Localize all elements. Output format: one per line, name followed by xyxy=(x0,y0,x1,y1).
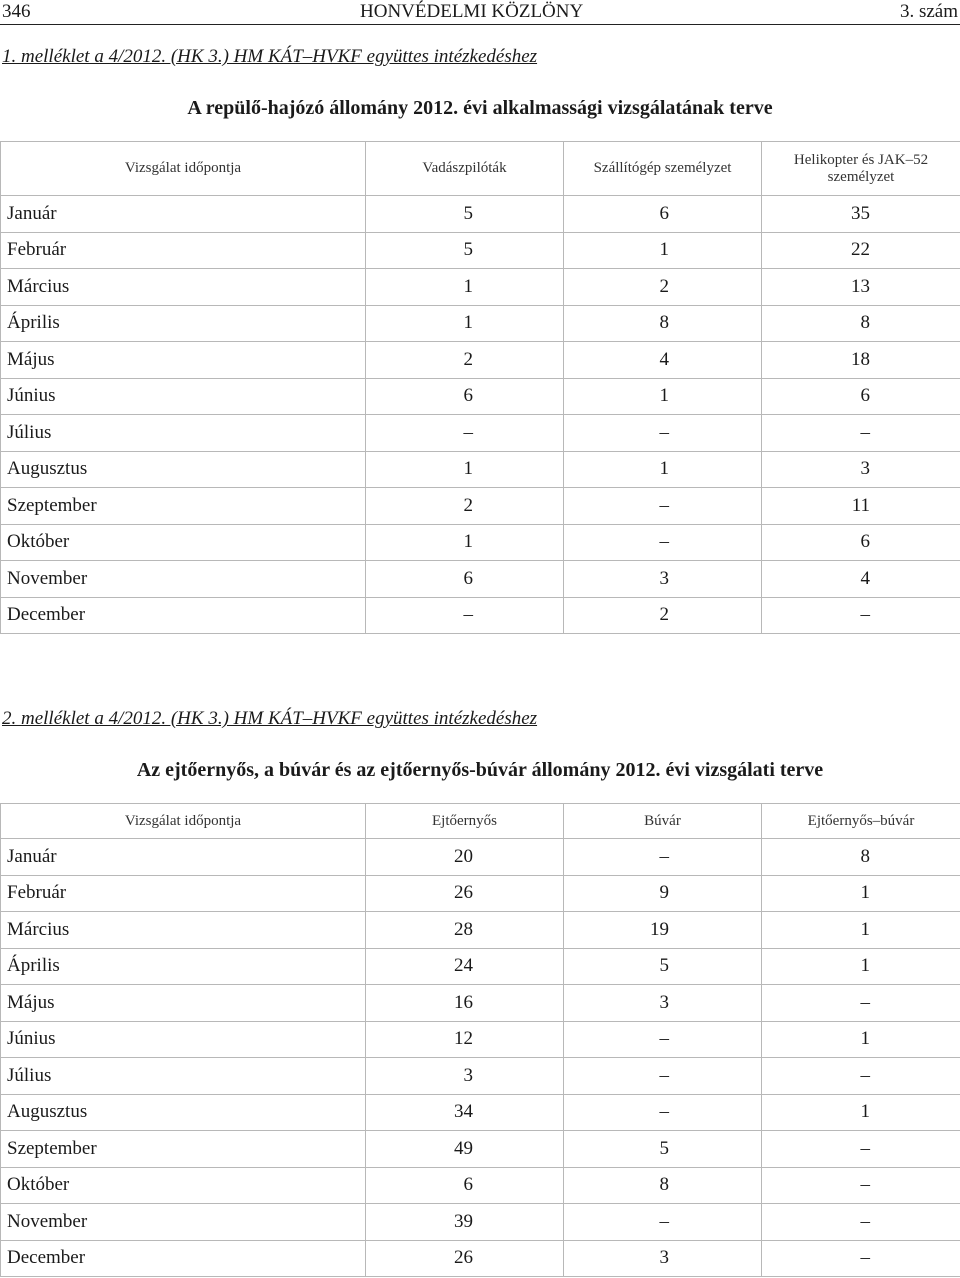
issue-number: 3. szám xyxy=(899,1,958,22)
month-cell: Április xyxy=(1,305,366,342)
table-row xyxy=(1,1167,960,1204)
month-cell: Május xyxy=(1,342,366,379)
value-cell: 6 xyxy=(366,378,564,415)
table-row xyxy=(1,378,960,415)
value-cell: 28 xyxy=(366,912,564,949)
publication-title: HONVÉDELMI KÖZLÖNY xyxy=(360,1,584,22)
value-cell: 22 xyxy=(762,232,960,269)
month-cell: Szeptember xyxy=(1,488,366,525)
value-cell: 1 xyxy=(366,305,564,342)
value-cell: 24 xyxy=(366,948,564,985)
column-header: Vizsgálat időpontja xyxy=(1,804,366,839)
annex1-table-body xyxy=(1,196,960,634)
table-row xyxy=(1,1204,960,1241)
month-cell: Február xyxy=(1,232,366,269)
value-cell: 1 xyxy=(366,524,564,561)
table-row xyxy=(1,597,960,634)
table-row xyxy=(1,196,960,233)
value-cell: 1 xyxy=(564,232,762,269)
value-cell: – xyxy=(564,1021,762,1058)
column-header: Búvár xyxy=(564,804,762,839)
value-cell: 8 xyxy=(564,1167,762,1204)
value-cell: 1 xyxy=(366,269,564,306)
value-cell: 6 xyxy=(366,1167,564,1204)
value-cell: 5 xyxy=(564,1131,762,1168)
value-cell: 8 xyxy=(762,305,960,342)
month-cell: Augusztus xyxy=(1,1094,366,1131)
month-cell: December xyxy=(1,597,366,634)
value-cell: 1 xyxy=(762,912,960,949)
annex1-table xyxy=(0,141,960,634)
column-header: Ejtőernyős xyxy=(366,804,564,839)
month-cell: Május xyxy=(1,985,366,1022)
value-cell: 11 xyxy=(762,488,960,525)
value-cell: – xyxy=(366,415,564,452)
value-cell: 8 xyxy=(762,839,960,876)
value-cell: 20 xyxy=(366,839,564,876)
value-cell: – xyxy=(564,1058,762,1095)
table-row xyxy=(1,1058,960,1095)
value-cell: 8 xyxy=(564,305,762,342)
month-cell: Március xyxy=(1,269,366,306)
value-cell: – xyxy=(762,985,960,1022)
value-cell: 4 xyxy=(762,561,960,598)
value-cell: 16 xyxy=(366,985,564,1022)
value-cell: – xyxy=(762,1204,960,1241)
value-cell: – xyxy=(762,1058,960,1095)
value-cell: – xyxy=(564,1204,762,1241)
column-header: Vadászpilóták xyxy=(366,142,564,196)
value-cell: 2 xyxy=(366,488,564,525)
value-cell: – xyxy=(564,415,762,452)
table-row xyxy=(1,912,960,949)
table-row xyxy=(1,488,960,525)
month-cell: Június xyxy=(1,1021,366,1058)
value-cell: 1 xyxy=(762,875,960,912)
column-header: Ejtőernyős–búvár xyxy=(762,804,960,839)
table-row xyxy=(1,305,960,342)
value-cell: 12 xyxy=(366,1021,564,1058)
column-header: Vizsgálat időpontja xyxy=(1,142,366,196)
value-cell: 2 xyxy=(564,269,762,306)
value-cell: 1 xyxy=(366,451,564,488)
value-cell: – xyxy=(762,597,960,634)
month-cell: Október xyxy=(1,1167,366,1204)
value-cell: 26 xyxy=(366,875,564,912)
annex2-table-body xyxy=(1,839,960,1277)
value-cell: 2 xyxy=(564,597,762,634)
value-cell: 3 xyxy=(564,985,762,1022)
annex2-heading: 2. melléklet a 4/2012. (HK 3.) HM KÁT–HVKF együttes intézkedéshez xyxy=(2,708,538,729)
value-cell: 6 xyxy=(762,524,960,561)
value-cell: 6 xyxy=(366,561,564,598)
annex1-title: A repülő-hajózó állomány 2012. évi alkalmassági vizsgálatának terve xyxy=(187,97,773,119)
month-cell: November xyxy=(1,1204,366,1241)
value-cell: 26 xyxy=(366,1240,564,1277)
value-cell: 18 xyxy=(762,342,960,379)
table-row xyxy=(1,232,960,269)
value-cell: 5 xyxy=(366,196,564,233)
value-cell: 1 xyxy=(762,1021,960,1058)
month-cell: November xyxy=(1,561,366,598)
value-cell: 4 xyxy=(564,342,762,379)
table-row xyxy=(1,985,960,1022)
value-cell: 1 xyxy=(762,1094,960,1131)
value-cell: 1 xyxy=(762,948,960,985)
annex2-title: Az ejtőernyős, a búvár és az ejtőernyős-búvár állomány 2012. évi vizsgálati terve xyxy=(136,759,824,781)
table-header-row xyxy=(1,142,960,196)
value-cell: 5 xyxy=(564,948,762,985)
value-cell: – xyxy=(762,1131,960,1168)
annex2-table xyxy=(0,803,960,1277)
value-cell: 2 xyxy=(366,342,564,379)
table-row xyxy=(1,1240,960,1277)
value-cell: 1 xyxy=(564,451,762,488)
value-cell: 35 xyxy=(762,196,960,233)
value-cell: – xyxy=(762,415,960,452)
table-row xyxy=(1,948,960,985)
value-cell: 6 xyxy=(564,196,762,233)
table-row xyxy=(1,269,960,306)
value-cell: 5 xyxy=(366,232,564,269)
value-cell: 49 xyxy=(366,1131,564,1168)
month-cell: Július xyxy=(1,415,366,452)
month-cell: Augusztus xyxy=(1,451,366,488)
value-cell: 19 xyxy=(564,912,762,949)
value-cell: – xyxy=(762,1167,960,1204)
value-cell: 3 xyxy=(564,561,762,598)
value-cell: 9 xyxy=(564,875,762,912)
value-cell: – xyxy=(564,839,762,876)
column-header: Szállítógép személyzet xyxy=(564,142,762,196)
page-number: 346 xyxy=(2,1,31,22)
table-row xyxy=(1,524,960,561)
page-header xyxy=(0,0,960,25)
value-cell: 34 xyxy=(366,1094,564,1131)
table-row xyxy=(1,415,960,452)
value-cell: – xyxy=(762,1240,960,1277)
table-row xyxy=(1,839,960,876)
table-row xyxy=(1,1094,960,1131)
table-row xyxy=(1,1021,960,1058)
value-cell: 3 xyxy=(366,1058,564,1095)
month-cell: December xyxy=(1,1240,366,1277)
month-cell: Április xyxy=(1,948,366,985)
table-row xyxy=(1,342,960,379)
value-cell: 1 xyxy=(564,378,762,415)
value-cell: – xyxy=(564,524,762,561)
month-cell: Október xyxy=(1,524,366,561)
table-row xyxy=(1,451,960,488)
month-cell: Június xyxy=(1,378,366,415)
value-cell: – xyxy=(564,1094,762,1131)
table-row xyxy=(1,561,960,598)
value-cell: – xyxy=(366,597,564,634)
value-cell: 13 xyxy=(762,269,960,306)
month-cell: Március xyxy=(1,912,366,949)
month-cell: Február xyxy=(1,875,366,912)
table-row xyxy=(1,875,960,912)
month-cell: Január xyxy=(1,839,366,876)
month-cell: Szeptember xyxy=(1,1131,366,1168)
annex1-heading: 1. melléklet a 4/2012. (HK 3.) HM KÁT–HVKF együttes intézkedéshez xyxy=(2,46,538,67)
value-cell: 3 xyxy=(564,1240,762,1277)
value-cell: 3 xyxy=(762,451,960,488)
value-cell: 39 xyxy=(366,1204,564,1241)
month-cell: Július xyxy=(1,1058,366,1095)
value-cell: – xyxy=(564,488,762,525)
value-cell: 6 xyxy=(762,378,960,415)
month-cell: Január xyxy=(1,196,366,233)
table-row xyxy=(1,1131,960,1168)
column-header: Helikopter és JAK–52 személyzet xyxy=(762,142,960,196)
table-header-row xyxy=(1,804,960,839)
